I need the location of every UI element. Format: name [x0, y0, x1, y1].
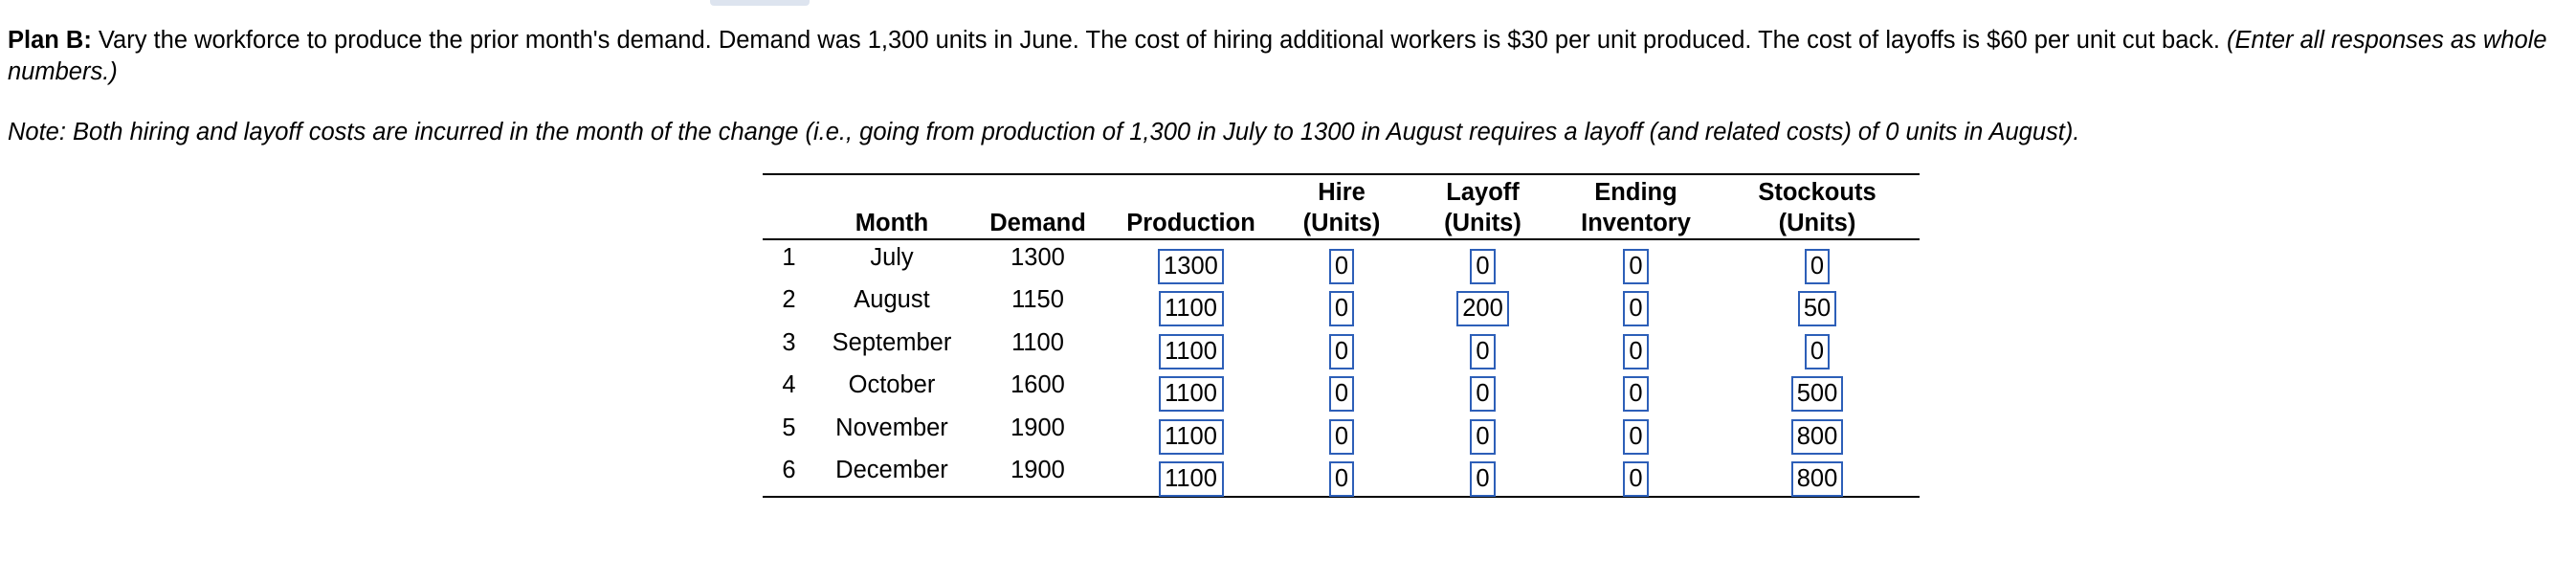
hire-input[interactable]: 0: [1329, 291, 1354, 326]
row-number: 4: [782, 371, 796, 399]
row-number: 6: [782, 457, 796, 484]
month-cell: October: [848, 371, 936, 399]
production-input[interactable]: 1100: [1159, 461, 1224, 497]
stockouts-input[interactable]: 800: [1791, 461, 1844, 497]
stockouts-input[interactable]: 50: [1798, 291, 1836, 326]
demand-header: Demand: [968, 174, 1107, 239]
demand-cell: 1900: [1010, 457, 1065, 484]
month-cell: July: [870, 243, 914, 271]
layoff-input[interactable]: 0: [1470, 249, 1495, 284]
note-text: Note: Both hiring and layoff costs are incurred in the month of the change (i.e., going from production of 1,300 in July to 1300 in August requires a layoff (and related costs) of 0 units in August).: [8, 119, 2080, 146]
production-input[interactable]: 1300: [1158, 249, 1224, 284]
production-input[interactable]: 1100: [1159, 376, 1224, 412]
top-tab-indicator: [710, 0, 810, 6]
production-header: Production: [1107, 174, 1275, 239]
production-input[interactable]: 1100: [1159, 419, 1224, 455]
plan-table-container: [763, 173, 1920, 498]
plan-label: Plan B:: [8, 27, 92, 54]
row-number: 2: [782, 286, 796, 314]
question-text: [8, 25, 2563, 88]
hire-input[interactable]: 0: [1329, 334, 1354, 369]
hire-input[interactable]: 0: [1329, 376, 1354, 412]
month-cell: September: [832, 328, 952, 356]
ending-inventory-input[interactable]: 0: [1623, 419, 1648, 455]
table-row: [763, 325, 1920, 369]
stockouts-input[interactable]: 0: [1805, 249, 1830, 284]
response-instruction: (Enter all responses as whole numbers.): [8, 27, 2547, 85]
ending-inventory-input[interactable]: 0: [1623, 461, 1648, 497]
month-cell: December: [835, 457, 948, 484]
table-row: [763, 369, 1920, 412]
hire-input[interactable]: 0: [1329, 249, 1354, 284]
row-number: 5: [782, 414, 796, 441]
layoff-input[interactable]: 0: [1470, 376, 1495, 412]
month-header: Month: [815, 174, 968, 239]
hire-input[interactable]: 0: [1329, 461, 1354, 497]
demand-cell: 1900: [1010, 414, 1065, 441]
demand-cell: 1150: [1011, 286, 1064, 314]
hire-header: Hire (Units): [1275, 174, 1409, 239]
table-row: [763, 239, 1920, 283]
ending-inventory-input[interactable]: 0: [1623, 376, 1648, 412]
ending-inventory-header: Ending Inventory: [1557, 174, 1715, 239]
row-number-header: [763, 174, 815, 239]
month-cell: November: [835, 414, 948, 441]
production-input[interactable]: 1100: [1159, 291, 1224, 326]
month-cell: August: [854, 286, 930, 314]
demand-cell: 1600: [1010, 371, 1065, 399]
row-number: 1: [782, 243, 796, 271]
ending-inventory-input[interactable]: 0: [1623, 291, 1648, 326]
row-number: 3: [782, 328, 796, 356]
table-row: [763, 454, 1920, 498]
plan-table: [763, 173, 1920, 498]
table-row: [763, 283, 1920, 326]
layoff-input[interactable]: 200: [1456, 291, 1509, 326]
stockouts-input[interactable]: 800: [1791, 419, 1844, 455]
plan-description: Vary the workforce to produce the prior month's demand. Demand was 1,300 units in June. The cost of hiring additional workers is $30 per unit produced. The cost of layoffs is $60 per unit cut back.: [91, 27, 2228, 54]
layoff-header: Layoff (Units): [1409, 174, 1557, 239]
layoff-input[interactable]: 0: [1470, 334, 1495, 369]
layoff-input[interactable]: 0: [1470, 419, 1495, 455]
ending-inventory-input[interactable]: 0: [1623, 334, 1648, 369]
demand-cell: 1300: [1010, 243, 1065, 271]
stockouts-input[interactable]: 0: [1805, 334, 1830, 369]
stockouts-input[interactable]: 500: [1791, 376, 1844, 412]
demand-cell: 1100: [1011, 328, 1064, 356]
hire-input[interactable]: 0: [1329, 419, 1354, 455]
production-input[interactable]: 1100: [1159, 334, 1224, 369]
layoff-input[interactable]: 0: [1470, 461, 1495, 497]
stockouts-header: Stockouts (Units): [1715, 174, 1920, 239]
table-header-row: [763, 174, 1920, 239]
table-row: [763, 411, 1920, 454]
ending-inventory-input[interactable]: 0: [1623, 249, 1648, 284]
